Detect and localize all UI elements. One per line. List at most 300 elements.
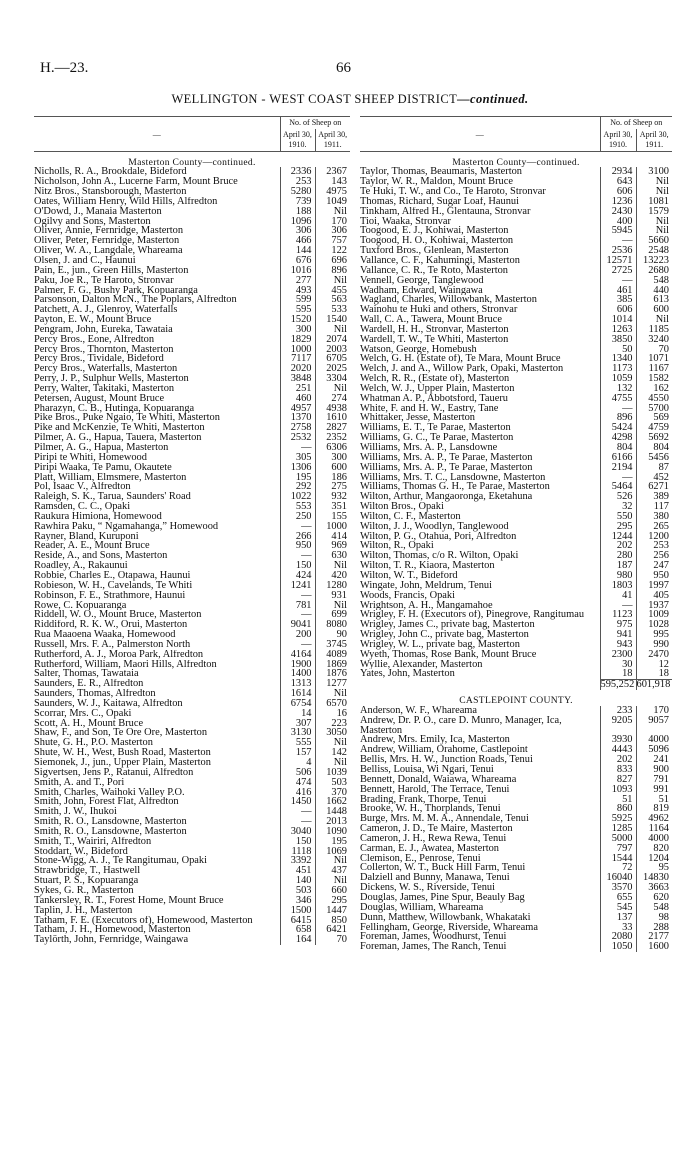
- sheep-1911: Nil: [315, 689, 350, 699]
- sheep-1911: 819: [636, 804, 672, 814]
- sheep-1911: 1039: [315, 768, 350, 778]
- sheep-1911: 162: [636, 384, 672, 394]
- sheep-1910: 2430: [600, 207, 636, 217]
- owner-name: Wadham, Edward, Waingawa: [360, 285, 483, 296]
- table-row: [34, 236, 350, 246]
- sheep-1910: 32: [600, 502, 636, 512]
- table-row: [360, 276, 672, 286]
- owner-name: Te Huki, T. W., and Co., Te Haroto, Stronvar: [360, 187, 546, 197]
- sheep-1910: 1900: [280, 660, 315, 670]
- owner-name: Smith, A. and T., Pori: [34, 777, 125, 788]
- owner-name: Carman, E. J., Awatea, Masterton: [360, 843, 499, 854]
- sheep-1911: 1662: [315, 797, 350, 807]
- sheep-1911: 1081: [636, 197, 672, 207]
- sheep-1910: 550: [600, 512, 636, 522]
- sheep-1911: 16: [315, 709, 350, 719]
- table-row: [34, 305, 350, 315]
- owner-name: Percy Bros., Thornton, Masterton: [34, 344, 174, 355]
- sheep-1911: 87: [636, 463, 672, 473]
- sheep-1911: 186: [315, 473, 350, 483]
- table-row: [34, 394, 350, 404]
- table-row: [360, 394, 672, 404]
- sheep-1911: 143: [315, 177, 350, 187]
- table-row: [360, 217, 672, 227]
- table-row: [360, 384, 672, 394]
- sheep-1911: 241: [636, 755, 672, 765]
- sheep-1910: 1096: [280, 217, 315, 227]
- table-row: [34, 187, 350, 197]
- owner-name: Nitz Bros., Stansborough, Masterton: [34, 187, 187, 197]
- owner-name: Raukura Himiona, Homewood: [34, 511, 162, 522]
- sheep-1910: 1829: [280, 335, 315, 345]
- sheep-1910: 195: [280, 473, 315, 483]
- sheep-1911: Nil: [636, 226, 672, 236]
- sheep-1910: 3850: [600, 335, 636, 345]
- sheep-1910: 33: [600, 923, 636, 933]
- owner-name: Stoddart, W., Bideford: [34, 846, 128, 857]
- owner-name: Paku, Joe R., Te Haroto, Stronvar: [34, 275, 174, 286]
- table-row: [360, 492, 672, 502]
- sheep-1910: 137: [600, 913, 636, 923]
- owner-name: Shaw, F., and Son, Te Ore Ore, Masterton: [34, 728, 208, 739]
- sheep-1910: 346: [280, 896, 315, 906]
- owner-name: Nicholls, R. A., Brookdale, Bideford: [34, 167, 187, 178]
- sheep-1911: 1876: [315, 669, 350, 679]
- owner-name: White, F. and H. W., Eastry, Tane: [360, 403, 499, 414]
- table-row: [34, 226, 350, 236]
- table-row: [360, 286, 672, 296]
- table-row: [34, 335, 350, 345]
- table-row: [34, 827, 350, 837]
- sheep-1911: 1540: [315, 315, 350, 325]
- owner-name: Olsen, J. and C., Haunui: [34, 255, 136, 266]
- sheep-1911: 455: [315, 286, 350, 296]
- owner-header: [360, 117, 600, 129]
- owner-column-header: —: [34, 129, 280, 151]
- sheep-1910: 187: [600, 561, 636, 571]
- table-row: [34, 916, 350, 926]
- column-group-header: [34, 117, 350, 129]
- table-row: [360, 443, 672, 453]
- table-row: [34, 217, 350, 227]
- table-row: [360, 413, 672, 423]
- owner-name: Watson, George, Homebush: [360, 344, 477, 355]
- sheep-1910: 6166: [600, 453, 636, 463]
- owner-name: Clemison, E., Penrose, Tenui: [360, 853, 481, 864]
- sheep-1910: 4: [280, 758, 315, 768]
- owner-name: Parsonson, Dalton McN., The Poplars, Alfredton: [34, 295, 237, 306]
- sheep-1910: 975: [600, 620, 636, 630]
- sheep-1911: 503: [315, 778, 350, 788]
- sheep-1911: 440: [636, 286, 672, 296]
- sheep-1911: 548: [636, 903, 672, 913]
- table-row: [360, 256, 672, 266]
- table-row: [360, 561, 672, 571]
- sheep-1910: 553: [280, 502, 315, 512]
- title-main: WELLINGTON - WEST COAST SHEEP DISTRICT: [171, 92, 458, 106]
- table-row: [34, 896, 350, 906]
- sheep-1910: 606: [600, 305, 636, 315]
- owner-name: Ramsden, C. C., Opaki: [34, 502, 131, 512]
- county-heading-row: [360, 690, 672, 706]
- sheep-1910: 827: [600, 775, 636, 785]
- table-row: [360, 824, 672, 834]
- sheep-1911: 1028: [636, 620, 672, 630]
- table-row: [360, 305, 672, 315]
- sheep-1911: 274: [315, 394, 350, 404]
- right-column: [360, 116, 672, 952]
- sheep-1910: 266: [280, 532, 315, 542]
- right-sheep-table: [360, 116, 672, 952]
- sheep-1910: —: [600, 276, 636, 286]
- sheep-1910: 18: [600, 669, 636, 679]
- sheep-1910: 860: [600, 804, 636, 814]
- sheep-1910: 150: [280, 837, 315, 847]
- table-row: [360, 295, 672, 305]
- sheep-1910: 5000: [600, 834, 636, 844]
- sheep-1910: 1544: [600, 854, 636, 864]
- sheep-1911: 630: [315, 551, 350, 561]
- sheep-1911: Nil: [315, 738, 350, 748]
- sheep-1911: 1448: [315, 807, 350, 817]
- owner-name: Wardell, H. H., Stronvar, Masterton: [360, 324, 509, 335]
- table-row: [360, 541, 672, 551]
- sheep-1910: 3392: [280, 856, 315, 866]
- owner-name: Riddiford, R. K. W., Orui, Masterton: [34, 620, 188, 631]
- table-row: [360, 364, 672, 374]
- sheep-1910: 5464: [600, 482, 636, 492]
- table-row: [360, 601, 672, 611]
- sheep-1911: 70: [636, 345, 672, 355]
- owner-name: Wilton, Arthur, Mangaoronga, Eketahuna: [360, 492, 533, 503]
- owner-name: Stone-Wigg, A. J., Te Rangitumau, Opaki: [34, 856, 207, 867]
- sheep-1910: 1093: [600, 785, 636, 795]
- county-heading-row: [360, 151, 672, 167]
- sheep-1910: 280: [600, 551, 636, 561]
- owner-name: Wilton Bros., Opaki: [360, 502, 444, 512]
- table-row: [360, 932, 672, 942]
- sheep-1910: 1500: [280, 906, 315, 916]
- sheep-1910: —: [280, 817, 315, 827]
- table-row: [34, 551, 350, 561]
- sheep-1910: 14: [280, 709, 315, 719]
- owner-name: Woods, Francis, Opaki: [360, 590, 455, 601]
- owner-name: Stuart, P. S., Kopuaranga: [34, 876, 139, 886]
- sheep-1910: 1118: [280, 847, 315, 857]
- table-row: [360, 571, 672, 581]
- table-row: [34, 886, 350, 896]
- sheep-1910: 941: [600, 630, 636, 640]
- sheep-1910: 1173: [600, 364, 636, 374]
- owner-name: Wall, C. A., Tawera, Mount Bruce: [360, 315, 502, 325]
- owner-name: Pike Bros., Puke Ngaio, Te Whiti, Masterton: [34, 413, 220, 424]
- sheep-1910: 1285: [600, 824, 636, 834]
- sheep-1910: 2758: [280, 423, 315, 433]
- sheep-1910: 1313: [280, 679, 315, 689]
- sheep-1911: 1167: [636, 364, 672, 374]
- sheep-1910: 1450: [280, 797, 315, 807]
- sheep-1911: 155: [315, 512, 350, 522]
- table-row: [360, 226, 672, 236]
- sheep-1911: 18: [636, 669, 672, 679]
- sheep-1910: 1306: [280, 463, 315, 473]
- owner-name: Piripi te Whiti, Homewood: [34, 452, 147, 463]
- sheep-1910: —: [280, 443, 315, 453]
- sheep-1910: —: [600, 404, 636, 414]
- owner-name: Robieson, W. H., Cavelands, Te Whiti: [34, 580, 193, 591]
- county-heading: Masterton County—continued.: [128, 156, 256, 168]
- sheep-1911: 351: [315, 502, 350, 512]
- sheep-1911: 5456: [636, 453, 672, 463]
- table-row: [34, 581, 350, 591]
- owner-name: Percy Bros., Tividale, Bideford: [34, 354, 164, 365]
- sheep-1911: 4975: [315, 187, 350, 197]
- sheep-1911: 122: [315, 246, 350, 256]
- sheep-1910: 1400: [280, 669, 315, 679]
- owner-name: Nicholson, John A., Lucerne Farm, Mount Bruce: [34, 177, 238, 188]
- owner-name: Petersen, August, Mount Bruce: [34, 393, 165, 404]
- sheep-1910: 2725: [600, 266, 636, 276]
- owner-name: Smith, J. W., Ihukoi: [34, 807, 117, 818]
- table-row: [34, 807, 350, 817]
- owner-name: Riddell, W. O., Mount Bruce, Masterton: [34, 610, 202, 621]
- april-1910-header: April 30, 1910.: [280, 129, 315, 151]
- sheep-1910: 233: [600, 706, 636, 716]
- owner-name: Ogilvy and Sons, Masterton: [34, 216, 151, 227]
- sheep-1911: 2680: [636, 266, 672, 276]
- sheep-1911: 247: [636, 561, 672, 571]
- table-row: [360, 923, 672, 933]
- sheep-1910: 251: [280, 384, 315, 394]
- sheep-1911: 51: [636, 795, 672, 805]
- table-row: [34, 354, 350, 364]
- owner-name: Welch, W. J., Upper Plain, Masterton: [360, 383, 515, 394]
- sheep-1911: 1009: [636, 610, 672, 620]
- table-row: [34, 847, 350, 857]
- sheep-1911: Nil: [315, 601, 350, 611]
- owner-name: Robbie, Charles E., Otapawa, Haunui: [34, 570, 191, 581]
- table-row: [360, 345, 672, 355]
- table-row: [360, 423, 672, 433]
- owner-name: Wilton, T. R., Kiaora, Masterton: [360, 561, 495, 571]
- table-row: [360, 844, 672, 854]
- owner-name: Vallance, C. R., Te Roto, Masterton: [360, 265, 508, 276]
- sheep-1911: 533: [315, 305, 350, 315]
- owner-name: Welch, J. and A., Willow Park, Opaki, Masterton: [360, 364, 564, 375]
- sheep-1911: 1937: [636, 601, 672, 611]
- sheep-1910: 643: [600, 177, 636, 187]
- table-row: [360, 863, 672, 873]
- county-heading: Masterton County—continued.: [452, 156, 580, 168]
- owner-name: Williams, Mrs. A. P., Lansdowne: [360, 443, 498, 453]
- total-1911: 601,918: [636, 679, 671, 691]
- table-row: [34, 502, 350, 512]
- sheep-1911: 757: [315, 236, 350, 246]
- sheep-1910: 599: [280, 295, 315, 305]
- sheep-1910: 400: [600, 217, 636, 227]
- table-row: [34, 315, 350, 325]
- table-row: [360, 883, 672, 893]
- owner-name: Tinkham, Alfred H., Glentauna, Stronvar: [360, 206, 531, 217]
- sheep-1911: 900: [636, 765, 672, 775]
- table-row: [34, 522, 350, 532]
- sheep-1911: 3100: [636, 167, 672, 177]
- owner-name: Raleigh, S. K., Tarua, Saunders' Road: [34, 492, 191, 503]
- table-row: [360, 187, 672, 197]
- sheep-1910: 1236: [600, 197, 636, 207]
- owner-column-header: —: [360, 129, 600, 151]
- sheep-1910: 424: [280, 571, 315, 581]
- table-row: [360, 814, 672, 824]
- owner-name: Pain, E., jun., Green Hills, Masterton: [34, 265, 189, 276]
- owner-name: Tioi, Waaka, Stronvar: [360, 216, 451, 227]
- sheep-1911: 1069: [315, 847, 350, 857]
- sheep-1910: 595: [280, 305, 315, 315]
- sheep-1910: 739: [280, 197, 315, 207]
- owner-name: Palmer, F. G., Bushy Park, Kopuaranga: [34, 285, 198, 296]
- sheep-1911: 2367: [315, 167, 350, 177]
- sheep-1911: 4938: [315, 404, 350, 414]
- owner-name: Siemonek, J., jun., Upper Plain, Masterton: [34, 758, 211, 768]
- sheep-1911: 98: [636, 913, 672, 923]
- sheep-1910: —: [280, 807, 315, 817]
- sheep-1911: 6705: [315, 354, 350, 364]
- april-1911-header: April 30, 1911.: [315, 129, 350, 151]
- sheep-1910: 658: [280, 925, 315, 935]
- owner-name: Douglas, William, Whareama: [360, 902, 484, 913]
- owner-name: Dickens, W. S., Riverside, Tenui: [360, 883, 496, 893]
- sheep-1911: 437: [315, 866, 350, 876]
- table-row: [360, 512, 672, 522]
- sheep-1910: 1016: [280, 266, 315, 276]
- sheep-1910: 385: [600, 295, 636, 305]
- sheep-1910: 7117: [280, 354, 315, 364]
- sheep-1911: 4759: [636, 423, 672, 433]
- sheep-1910: 307: [280, 719, 315, 729]
- owner-name: Wilton, J. J., Woodlyn, Tanglewood: [360, 521, 509, 532]
- table-row: [34, 207, 350, 217]
- owner-name: Rayner, Bland, Kuruponi: [34, 531, 139, 542]
- sheep-1911: Nil: [315, 561, 350, 571]
- sheep-1910: 5945: [600, 226, 636, 236]
- table-row: [34, 295, 350, 305]
- owner-name: Wilton, P. G., Otahua, Pori, Alfredton: [360, 531, 517, 542]
- sheep-1911: 660: [315, 886, 350, 896]
- table-row: [360, 591, 672, 601]
- owner-name: Thomas, Richard, Sugar Loaf, Haunui: [360, 196, 519, 207]
- sheep-1911: 253: [636, 541, 672, 551]
- table-row: [34, 699, 350, 709]
- sheep-1911: 1582: [636, 374, 672, 384]
- sheep-1911: 2074: [315, 335, 350, 345]
- owner-name: Foreman, James, The Ranch, Tenui: [360, 942, 507, 953]
- sheep-1910: 606: [600, 187, 636, 197]
- owner-name: Fellingham, George, Riverside, Whareama: [360, 922, 538, 933]
- sheep-1910: 140: [280, 876, 315, 886]
- owner-name: Douglas, James, Pine Spur, Beauly Bag: [360, 892, 525, 903]
- sheep-1910: 950: [280, 541, 315, 551]
- sheep-1910: 3570: [600, 883, 636, 893]
- sheep-1911: 195: [315, 837, 350, 847]
- sheep-1910: 30: [600, 660, 636, 670]
- owner-name: Wrigley, John C., private bag, Masterton: [360, 630, 529, 640]
- table-row: [360, 745, 672, 755]
- sheep-count-group-header: No. of Sheep on: [280, 117, 350, 129]
- sheep-1910: 1022: [280, 492, 315, 502]
- sheep-1911: 295: [315, 896, 350, 906]
- sheep-1910: 804: [600, 443, 636, 453]
- owner-name: Anderson, W. F., Whareama: [360, 705, 477, 716]
- sheep-1911: 265: [636, 522, 672, 532]
- sheep-1911: 1280: [315, 581, 350, 591]
- table-row: [34, 374, 350, 384]
- sheep-1910: 200: [280, 630, 315, 640]
- owner-name: Taylörth, John, Fernridge, Waingawa: [34, 935, 189, 946]
- owner-name: Williams, Mrs. T. C., Lansdowne, Masterton: [360, 472, 546, 483]
- owner-name: Shute, G. H., P.O. Masterton: [34, 738, 153, 749]
- sheep-1911: 1200: [636, 532, 672, 542]
- sheep-1911: 90: [315, 630, 350, 640]
- table-row: [360, 785, 672, 795]
- sheep-1910: 1244: [600, 532, 636, 542]
- table-row: [34, 197, 350, 207]
- sheep-1911: 4000: [636, 735, 672, 745]
- owner-name: Tankersley, R. T., Forest Home, Mount Bruce: [34, 895, 224, 906]
- sheep-1910: 3848: [280, 374, 315, 384]
- table-row: [360, 532, 672, 542]
- sheep-1911: 6271: [636, 482, 672, 492]
- page-number: 66: [336, 60, 351, 76]
- sheep-1911: 896: [315, 266, 350, 276]
- owner-name: Smith, Charles, Waihoki Valley P.O.: [34, 787, 185, 798]
- sheep-1911: 600: [315, 463, 350, 473]
- sheep-1911: 288: [636, 923, 672, 933]
- sheep-1910: 4298: [600, 433, 636, 443]
- sheep-1910: 545: [600, 903, 636, 913]
- table-row: [34, 571, 350, 581]
- owner-name: Cameron, J. H., Rewa Rewa, Tenui: [360, 833, 507, 844]
- owner-name: Vennell, George, Tanglewood: [360, 275, 484, 286]
- table-row: [360, 913, 672, 923]
- owner-name: Andrew, Mrs. Emily, Ica, Masterton: [360, 735, 510, 746]
- sheep-1910: 1241: [280, 581, 315, 591]
- table-row: [360, 903, 672, 913]
- sheep-1911: 70: [315, 935, 350, 945]
- table-row: [360, 834, 672, 844]
- sheep-1911: 991: [636, 785, 672, 795]
- table-row: [34, 433, 350, 443]
- table-row: [34, 689, 350, 699]
- table-row: [34, 492, 350, 502]
- owner-name: Wainohu te Huki and others, Stronvar: [360, 305, 518, 316]
- owner-name: Brooke, W. H., Thorplands, Tenui: [360, 804, 501, 815]
- sheep-1910: 250: [280, 512, 315, 522]
- title-continued: —continued.: [457, 92, 529, 106]
- sheep-1911: 223: [315, 719, 350, 729]
- owner-name: Shute, W. H., West, Bush Road, Masterton: [34, 748, 211, 758]
- left-column: [34, 116, 350, 945]
- sheep-1911: 931: [315, 591, 350, 601]
- table-row: [34, 660, 350, 670]
- sheep-1911: 12: [636, 660, 672, 670]
- table-row: [360, 610, 672, 620]
- county-heading: CASTLEPOINT COUNTY.: [459, 695, 573, 706]
- total-label: [360, 680, 600, 690]
- owner-name: Saunders, Thomas, Alfredton: [34, 689, 156, 699]
- sheep-1911: 1090: [315, 827, 350, 837]
- owner-name: Vallance, C. F., Kahumingi, Masterton: [360, 255, 520, 266]
- table-row: [360, 755, 672, 765]
